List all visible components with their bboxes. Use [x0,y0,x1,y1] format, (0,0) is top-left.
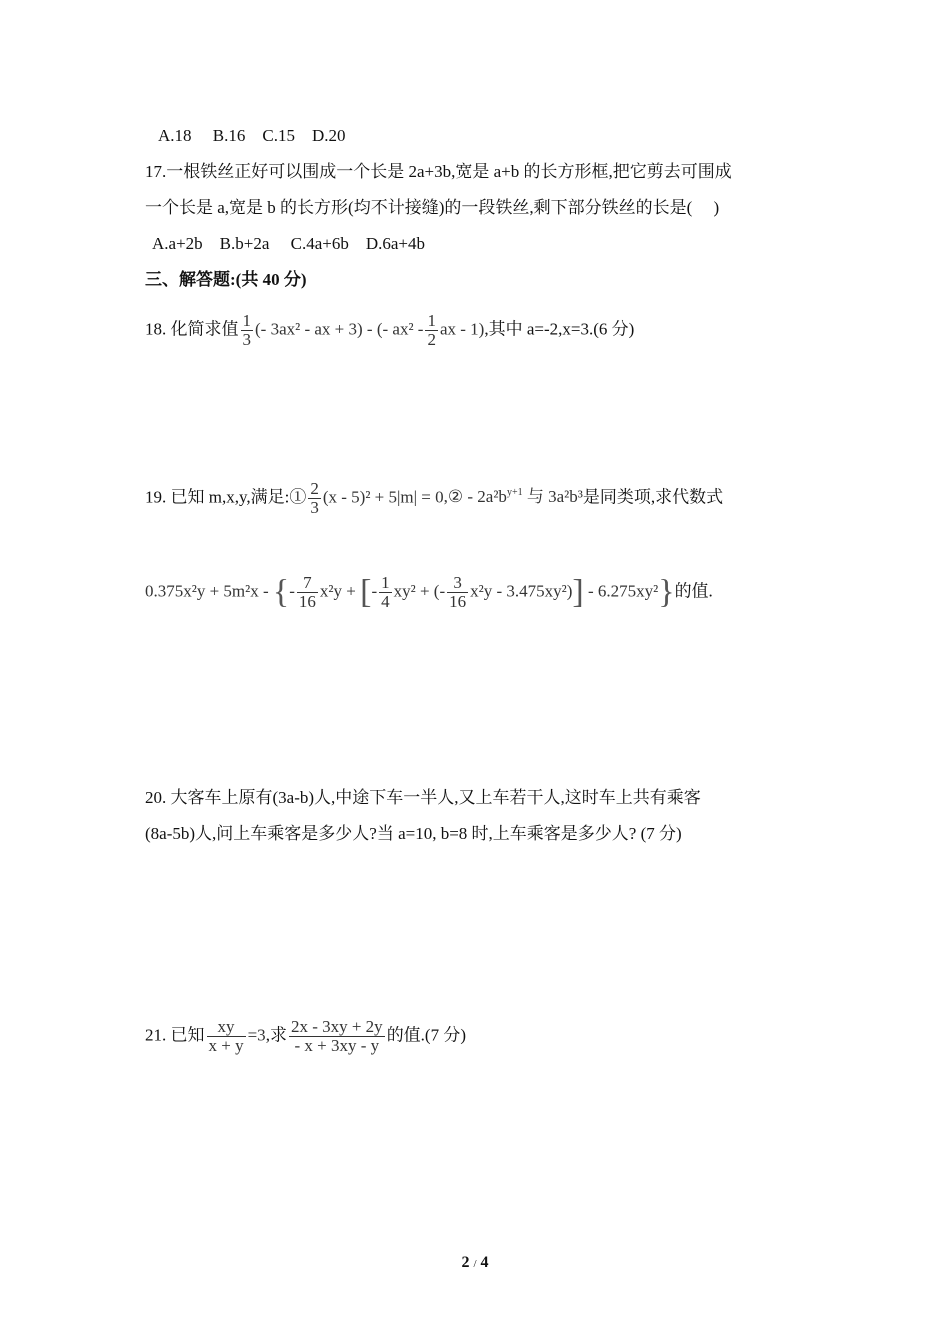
q19-fraction-b: $\frac{1}{4}$ [381,573,390,611]
q20-line1: 20. 大客车上原有(3a-b)人,中途下车一半人,又上车若干人,这时车上共有乘客 [145,788,701,807]
q19-fraction-a: $\frac{7}{16}$ [298,573,316,611]
q18-suffix: ,其中 a=-2,x=3.(6 分) [484,319,635,339]
section-heading: 三、解答题:(共 40 分) [145,270,307,289]
q21-suffix: 的值.(7 分) [386,1025,467,1045]
q18-fraction-1: $\frac{1}{3}$ [242,311,251,349]
page-total: 4 [480,1254,489,1271]
q21-equals: =3 [247,1025,266,1045]
q18-prefix: 18. 化简求值 [145,319,239,339]
q19-fraction: $\frac{2}{3}$ [310,479,319,517]
q19-suffix: 的值. [674,581,713,601]
q21 [145,1018,466,1055]
q18-expression-2: ax - 1) [439,319,485,339]
right-brace-icon: } [658,573,675,611]
right-bracket-icon: ] [572,573,584,611]
q16-options: A.18 B.16 C.15 D.20 [158,126,346,145]
q19-expression: 0.375x²y + 5m²x - {- $\frac{7}{16}$ x²y + [- $\frac{1}{4}$ xy² + (- $\frac{3}{16}$ x²y - 3.475xy²)] - 6.275xy²}的值. [145,573,713,611]
q17-line2: 一个长是 a,宽是 b 的长方形(均不计接缝)的一段铁丝,剩下部分铁丝的长是( ) [145,198,720,217]
q17-options: A.a+2b B.b+2a C.4a+6b D.6a+4b [152,234,426,253]
q19-condition-1: (x - 5)² + 5|m| = 0 [322,487,444,507]
page-separator: / [473,1258,477,1270]
left-bracket-icon: [ [360,573,372,611]
q19-condition-2: ,② - $2a^2b^{y+1}$ 与 3a²b³ [443,487,583,507]
q19-expr-a: 0.375x²y + 5m²x - [145,581,269,601]
q19-fraction-c: $\frac{3}{16}$ [449,573,467,611]
q20-line2: (8a-5b)人,问上车乘客是多少人?当 a=10, b=8 时,上车乘客是多少人? (7 分) [145,824,682,843]
q21-mid: ,求 [265,1025,287,1045]
q19-line1-suffix: 是同类项,求代数式 [582,487,724,507]
q17-line1: 17.一根铁丝正好可以围成一个长是 2a+3b,宽是 a+b 的长方形框,把它剪去可围成 [145,162,732,181]
q18-fraction-2: $\frac{1}{2}$ [427,311,436,349]
page-current: 2 [461,1254,470,1271]
q18 [145,312,634,349]
left-brace-icon: { [272,573,290,611]
q19-prefix: 19. 已知 m,x,y,满足:① [145,487,307,507]
q21-fraction-2: $\frac{2x - 3xy + 2y}{- x + 3xy - y}$ [290,1017,383,1055]
q21-fraction-1: $\frac{xy}{x + y}$ [208,1017,244,1055]
q19-line1 [145,480,723,517]
q18-expression-1: (- 3ax² - ax + 3) - (- ax² - [255,319,424,339]
page-number [0,1254,950,1272]
q21-prefix: 21. 已知 [145,1025,205,1045]
